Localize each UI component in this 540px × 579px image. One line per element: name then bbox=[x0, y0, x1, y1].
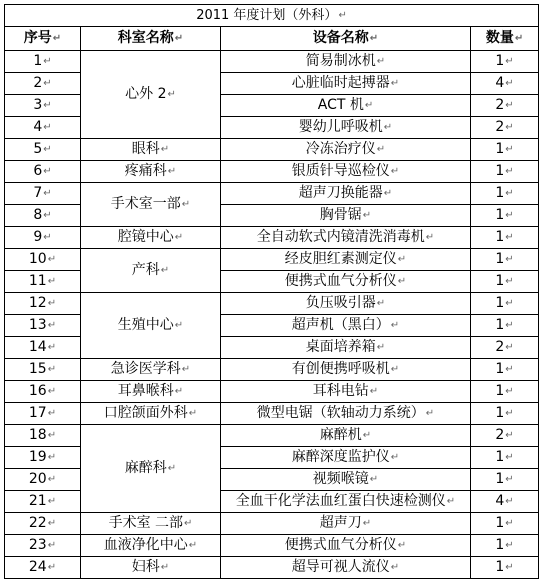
department-cell: 疼痛科↵ bbox=[81, 161, 221, 183]
department-cell: 手术室一部↵ bbox=[81, 183, 221, 227]
serial-cell: 16↵ bbox=[5, 381, 81, 403]
serial-cell: 24↵ bbox=[5, 557, 81, 579]
department-cell: 耳鼻喉科↵ bbox=[81, 381, 221, 403]
equipment-cell: 全血干化学法血红蛋白快速检测仪↵ bbox=[221, 491, 471, 513]
department-cell: 手术室 二部↵ bbox=[81, 513, 221, 535]
table-row bbox=[5, 183, 539, 205]
serial-cell: 3↵ bbox=[5, 95, 81, 117]
table-title: 2011 年度计划（外科）↵ bbox=[5, 5, 539, 27]
equipment-cell: 经皮胆红素测定仪↵ bbox=[221, 249, 471, 271]
serial-cell: 9↵ bbox=[5, 227, 81, 249]
table-row bbox=[5, 139, 539, 161]
equipment-cell: 全自动软式内镜清洗消毒机↵ bbox=[221, 227, 471, 249]
quantity-cell: 1↵ bbox=[471, 293, 539, 315]
quantity-cell: 1↵ bbox=[471, 315, 539, 337]
plan-table bbox=[4, 4, 539, 579]
table-row bbox=[5, 161, 539, 183]
equipment-cell: 耳科电钻↵ bbox=[221, 381, 471, 403]
quantity-cell: 1↵ bbox=[471, 183, 539, 205]
quantity-cell: 1↵ bbox=[471, 249, 539, 271]
equipment-cell: 便携式血气分析仪↵ bbox=[221, 271, 471, 293]
serial-cell: 19↵ bbox=[5, 447, 81, 469]
quantity-cell: 1↵ bbox=[471, 447, 539, 469]
serial-cell: 11↵ bbox=[5, 271, 81, 293]
quantity-cell: 1↵ bbox=[471, 271, 539, 293]
table-row bbox=[5, 535, 539, 557]
serial-cell: 2↵ bbox=[5, 73, 81, 95]
quantity-cell: 1↵ bbox=[471, 139, 539, 161]
equipment-cell: 麻醉机↵ bbox=[221, 425, 471, 447]
table-row bbox=[5, 513, 539, 535]
serial-cell: 18↵ bbox=[5, 425, 81, 447]
quantity-cell: 1↵ bbox=[471, 359, 539, 381]
quantity-cell: 2↵ bbox=[471, 117, 539, 139]
quantity-cell: 1↵ bbox=[471, 535, 539, 557]
department-cell: 产科↵ bbox=[81, 249, 221, 293]
serial-cell: 20↵ bbox=[5, 469, 81, 491]
header-department: 科室名称↵ bbox=[81, 27, 221, 51]
equipment-cell: 银质针导巡检仪↵ bbox=[221, 161, 471, 183]
table-row bbox=[5, 249, 539, 271]
equipment-cell: 超声刀换能器↵ bbox=[221, 183, 471, 205]
quantity-cell: 1↵ bbox=[471, 381, 539, 403]
quantity-cell: 1↵ bbox=[471, 205, 539, 227]
quantity-cell: 2↵ bbox=[471, 95, 539, 117]
header-serial: 序号↵ bbox=[5, 27, 81, 51]
quantity-cell: 1↵ bbox=[471, 469, 539, 491]
quantity-cell: 1↵ bbox=[471, 513, 539, 535]
table-row bbox=[5, 51, 539, 73]
department-cell: 麻醉科↵ bbox=[81, 425, 221, 513]
table-row bbox=[5, 227, 539, 249]
department-cell: 急诊医学科↵ bbox=[81, 359, 221, 381]
equipment-cell: 超声机（黑白）↵ bbox=[221, 315, 471, 337]
table-body bbox=[5, 51, 539, 579]
serial-cell: 6↵ bbox=[5, 161, 81, 183]
serial-cell: 21↵ bbox=[5, 491, 81, 513]
quantity-cell: 2↵ bbox=[471, 337, 539, 359]
serial-cell: 15↵ bbox=[5, 359, 81, 381]
quantity-cell: 4↵ bbox=[471, 73, 539, 95]
department-cell: 生殖中心↵ bbox=[81, 293, 221, 359]
table-row bbox=[5, 293, 539, 315]
serial-cell: 22↵ bbox=[5, 513, 81, 535]
equipment-cell: 超声刀↵ bbox=[221, 513, 471, 535]
equipment-cell: 视频喉镜↵ bbox=[221, 469, 471, 491]
serial-cell: 14↵ bbox=[5, 337, 81, 359]
department-cell: 腔镜中心↵ bbox=[81, 227, 221, 249]
table-row bbox=[5, 359, 539, 381]
serial-cell: 17↵ bbox=[5, 403, 81, 425]
serial-cell: 23↵ bbox=[5, 535, 81, 557]
serial-cell: 5↵ bbox=[5, 139, 81, 161]
header-row bbox=[5, 27, 539, 51]
quantity-cell: 1↵ bbox=[471, 403, 539, 425]
serial-cell: 4↵ bbox=[5, 117, 81, 139]
quantity-cell: 4↵ bbox=[471, 491, 539, 513]
table-row bbox=[5, 381, 539, 403]
serial-cell: 12↵ bbox=[5, 293, 81, 315]
serial-cell: 10↵ bbox=[5, 249, 81, 271]
department-cell: 口腔颌面外科↵ bbox=[81, 403, 221, 425]
serial-cell: 1↵ bbox=[5, 51, 81, 73]
table-row bbox=[5, 557, 539, 579]
department-cell: 心外 2↵ bbox=[81, 51, 221, 139]
equipment-cell: 有创便携呼吸机↵ bbox=[221, 359, 471, 381]
title-row bbox=[5, 5, 539, 27]
equipment-cell: 负压吸引器↵ bbox=[221, 293, 471, 315]
quantity-cell: 2↵ bbox=[471, 425, 539, 447]
department-cell: 眼科↵ bbox=[81, 139, 221, 161]
department-cell: 血液净化中心↵ bbox=[81, 535, 221, 557]
equipment-cell: 微型电锯（软轴动力系统）↵ bbox=[221, 403, 471, 425]
serial-cell: 8↵ bbox=[5, 205, 81, 227]
quantity-cell: 1↵ bbox=[471, 51, 539, 73]
equipment-cell: 便携式血气分析仪↵ bbox=[221, 535, 471, 557]
equipment-cell: 超导可视人流仪↵ bbox=[221, 557, 471, 579]
equipment-cell: 冷冻治疗仪↵ bbox=[221, 139, 471, 161]
equipment-cell: 婴幼儿呼吸机↵ bbox=[221, 117, 471, 139]
serial-cell: 7↵ bbox=[5, 183, 81, 205]
table-row bbox=[5, 425, 539, 447]
serial-cell: 13↵ bbox=[5, 315, 81, 337]
equipment-cell: ACT 机↵ bbox=[221, 95, 471, 117]
quantity-cell: 1↵ bbox=[471, 557, 539, 579]
quantity-cell: 1↵ bbox=[471, 161, 539, 183]
document-body bbox=[4, 4, 538, 579]
quantity-cell: 1↵ bbox=[471, 227, 539, 249]
equipment-cell: 心脏临时起搏器↵ bbox=[221, 73, 471, 95]
table-row bbox=[5, 403, 539, 425]
equipment-cell: 简易制冰机↵ bbox=[221, 51, 471, 73]
equipment-cell: 胸骨锯↵ bbox=[221, 205, 471, 227]
equipment-cell: 麻醉深度监护仪↵ bbox=[221, 447, 471, 469]
equipment-cell: 桌面培养箱↵ bbox=[221, 337, 471, 359]
department-cell: 妇科↵ bbox=[81, 557, 221, 579]
header-equipment: 设备名称↵ bbox=[221, 27, 471, 51]
header-quantity: 数量↵ bbox=[471, 27, 539, 51]
